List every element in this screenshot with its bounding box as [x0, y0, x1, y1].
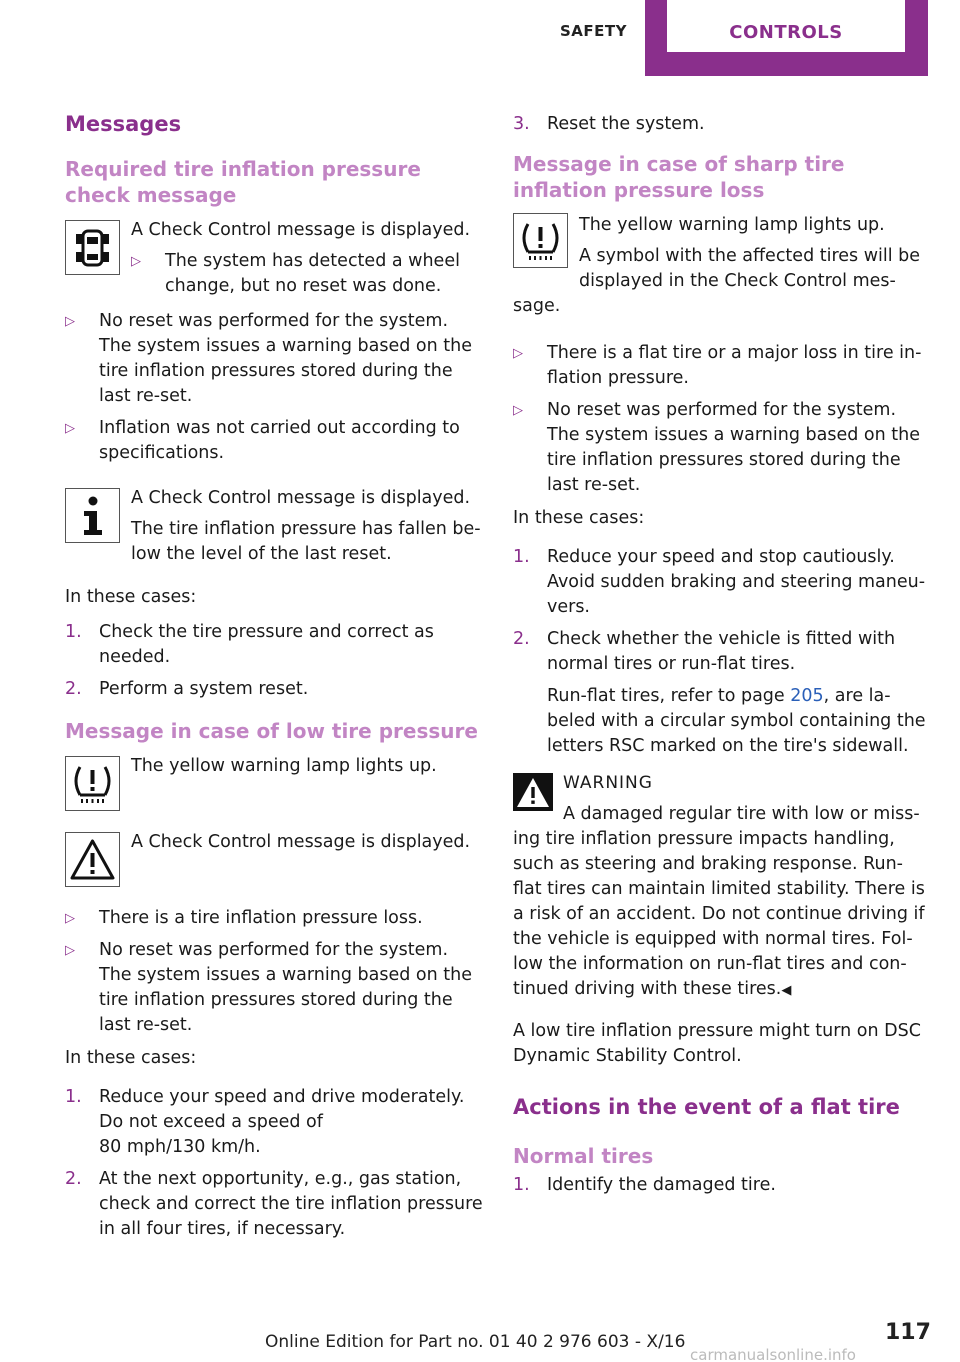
list-item: ▷ No reset was performed for the system. The system issues a warning based on the tire inflation pressures stored during the last re‐set. [513, 400, 920, 495]
sharp-lamp-text-2: A symbol with the affected tires will be displayed in the Check Control mes‐sage. [513, 246, 921, 316]
bullet-marker-icon: ▷ [513, 346, 523, 361]
bullet-marker-icon: ▷ [513, 403, 523, 418]
cases-label: In these cases: [513, 508, 645, 528]
list-item: ▷ No reset was performed for the system. The system issues a warning based on the tire inflation pressures stored during the last re‐set. [65, 311, 472, 406]
left-column [65, 110, 483, 1250]
section-heading-flat-tire: Actions in the event of a flat tire [513, 1095, 900, 1119]
list-item: 1. Check the tire pressure and correct as needed. [65, 622, 434, 667]
warn-block [65, 830, 483, 886]
watermark: carmanualsonline.info [690, 1346, 856, 1362]
tire-pressure-warning-lamp-icon [65, 756, 120, 811]
page-link-205[interactable]: 205 [790, 686, 824, 706]
warning-triangle-icon [65, 832, 120, 887]
list-item: 1. Identify the damaged tire. [513, 1175, 776, 1195]
lamp-text: The yellow warning lamp lights up. [131, 756, 437, 776]
subheading-required-check: Required tire inflation pressure check message [65, 157, 421, 207]
tire-status-car-icon [65, 220, 120, 275]
bullet-marker-icon: ▷ [65, 943, 75, 958]
cases-label: In these cases: [65, 1048, 197, 1068]
list-item: 2. Check whether the vehicle is fitted with normal tires or run-flat tires. Run-flat tires, refer to page 205, are la‐beled with a circular symbol containing the letters RSC marked on the tire's sidewall. [513, 629, 926, 756]
header-section-label: SAFETY [560, 22, 627, 40]
footer-edition: Online Edition for Part no. 01 40 2 976 603 - X/16 [265, 1332, 686, 1352]
sharp-lamp-text: The yellow warning lamp lights up. [579, 215, 885, 235]
sharp-lamp-block [513, 213, 931, 325]
list-item: 2. At the next opportunity, e.g., gas station, check and correct the tire inflation pressure in all four tires, if necessary. [65, 1169, 483, 1239]
subheading-normal-tires: Normal tires [513, 1144, 654, 1168]
list-item: 2. Perform a system reset. [65, 679, 309, 699]
section-heading-messages: Messages [65, 112, 182, 136]
tire-status-text: A Check Control message is displayed. [131, 220, 471, 240]
list-item: ▷ No reset was performed for the system. The system issues a warning based on the tire inflation pressures stored during the last re‐set. [65, 940, 472, 1035]
warning-triangle-icon [513, 773, 553, 811]
subheading-low-pressure: Message in case of low tire pressure [65, 719, 478, 743]
list-item: 3. Reset the system. [513, 114, 705, 134]
right-column [513, 110, 931, 1206]
cases-label: In these cases: [65, 587, 197, 607]
list-item: ▷ There is a tire inflation pressure loss. [65, 906, 483, 931]
warning-text: A damaged regular tire with low or miss‐ing tire inflation pressure impacts handling, such as steering and braking response. Run-flat tires can maintain limited stability. There is a risk of an accident. Do not continue driving if the vehicle is equipped with normal tires. Fol‐low the information on run-flat tires and con‐tinued driving with these tires. [513, 804, 925, 999]
lamp-block [65, 754, 483, 810]
bullet-marker-icon: ▷ [65, 911, 75, 926]
bullet-marker-icon: ▷ [65, 314, 75, 329]
list-item: ▷ There is a flat tire or a major loss in tire in‐flation pressure. [513, 343, 922, 388]
list-item: 1. Reduce your speed and drive moderately. Do not exceed a speed of 80 mph/130 km/h. [65, 1087, 465, 1157]
tire-pressure-warning-lamp-icon [513, 213, 568, 268]
header-tab-label: CONTROLS [667, 0, 905, 52]
dsc-text: A low tire inflation pressure might turn on DSC Dynamic Stability Control. [513, 1021, 921, 1066]
bullet-marker-icon: ▷ [131, 254, 141, 269]
warning-box [513, 771, 931, 1003]
info-icon [65, 488, 120, 543]
list-item: ▷ The system has detected a wheel change, but no reset was done. [131, 251, 460, 296]
list-item: 1. Reduce your speed and stop cautiously. Avoid sudden braking and steering maneu‐vers. [513, 547, 926, 617]
subheading-sharp-loss: Message in case of sharp tire inflation pressure loss [513, 152, 845, 202]
warning-title: WARNING [563, 773, 653, 793]
bullet-marker-icon: ▷ [65, 421, 75, 436]
tire-status-block [65, 218, 483, 299]
warn-text: A Check Control message is displayed. [131, 832, 471, 852]
page-number: 117 [885, 1320, 931, 1345]
header-tab [645, 0, 928, 76]
info-text-2: The tire inflation pressure has fallen be‐low the level of the last reset. [131, 519, 481, 564]
info-text-1: A Check Control message is displayed. [131, 488, 471, 508]
info-block [65, 486, 483, 567]
list-item: ▷ Inflation was not carried out according to specifications. [65, 418, 460, 463]
end-mark-icon: ◀ [781, 983, 792, 998]
